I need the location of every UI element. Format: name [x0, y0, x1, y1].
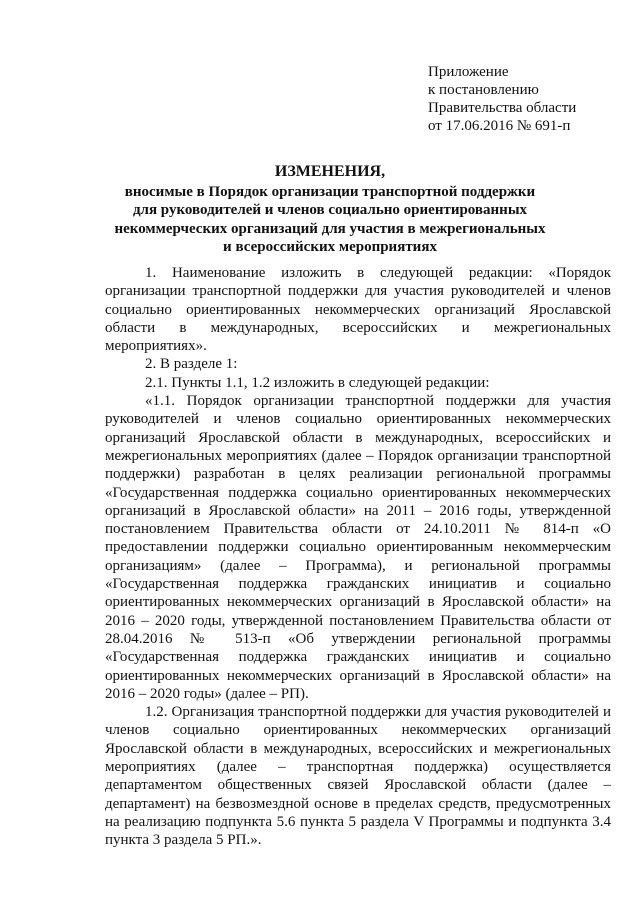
- title-heading: ИЗМЕНЕНИЯ,: [274, 163, 386, 180]
- title-line-1: вносимые в Порядок организации транспортной поддержки: [124, 183, 536, 200]
- paragraph-3: 2.1. Пункты 1.1, 1.2 изложить в следующей редакции:: [145, 374, 490, 391]
- paragraph-4: «1.1. Порядок организации транспортной поддержки для участия руководителей и членов социально ориентированных некоммерческих организаций Ярославской области в международных, всероссийских и межрегиональных мероприятиях (далее – Порядок организации транспортной поддержки) разработан в целях реализации региональной программы «Государственная поддержка социально ориентированных некоммерческих организаций в Ярославской области» на 2011 – 2016 годы, утвержденной постановлением Правительства области от 24.10.2011 № 814-п «О предоставлении поддержки социально ориентированным некоммерческим организациям» (далее – Программа), и региональной программы «Государственная поддержка гражданских инициатив и социально ориентированных некоммерческих организаций в Ярославской области» на 2016 – 2020 годы, утвержденной постановлением Правительства области от 28.04.2016 № 513-п «Об утверждении региональной программы «Государственная поддержка гражданских инициатив и социально ориентированных некоммерческих организаций в Ярославской области» на 2016 – 2020 годы» (далее – РП).: [105, 393, 611, 702]
- title-line-3: некоммерческих организаций для участия в межрегиональных: [114, 220, 546, 237]
- title-line-4: и всероссийских мероприятиях: [223, 239, 437, 255]
- paragraph-2: 2. В разделе 1:: [145, 356, 238, 373]
- paragraph-1: 1. Наименование изложить в следующей редакции: «Порядок организации транспортной поддержки для участия руководителей и членов социально ориентированных некоммерческих организаций Ярославской области в международных, всероссийских и межрегиональных мероприятиях».: [105, 265, 611, 355]
- paragraph-5: 1.2. Организация транспортной поддержки для участия руководителей и членов социально ориентированных некоммерческих организаций Ярославской области в международных, всероссийских и межрегиональных мероприятиях (далее – транспортная поддержка) осуществляется департаментом общественных связей Ярославской области (далее – департамент) на безвозмездной основе в пределах средств, предусмотренных на реализацию подпункта 5.6 пункта 5 раздела V Программы и подпункта 3.4 пункта 3 раздела 5 РП.».: [105, 704, 611, 849]
- document-body: [105, 264, 611, 850]
- document-title: [80, 163, 580, 257]
- annex-line-1: Приложение: [428, 64, 509, 80]
- annex-line-3: Правительства области: [428, 100, 577, 116]
- annex-block: [428, 63, 628, 135]
- annex-line-4: от 17.06.2016 № 691-п: [428, 118, 571, 134]
- annex-line-2: к постановлению: [428, 82, 539, 98]
- title-line-2: для руководителей и членов социально ориентированных: [132, 202, 528, 218]
